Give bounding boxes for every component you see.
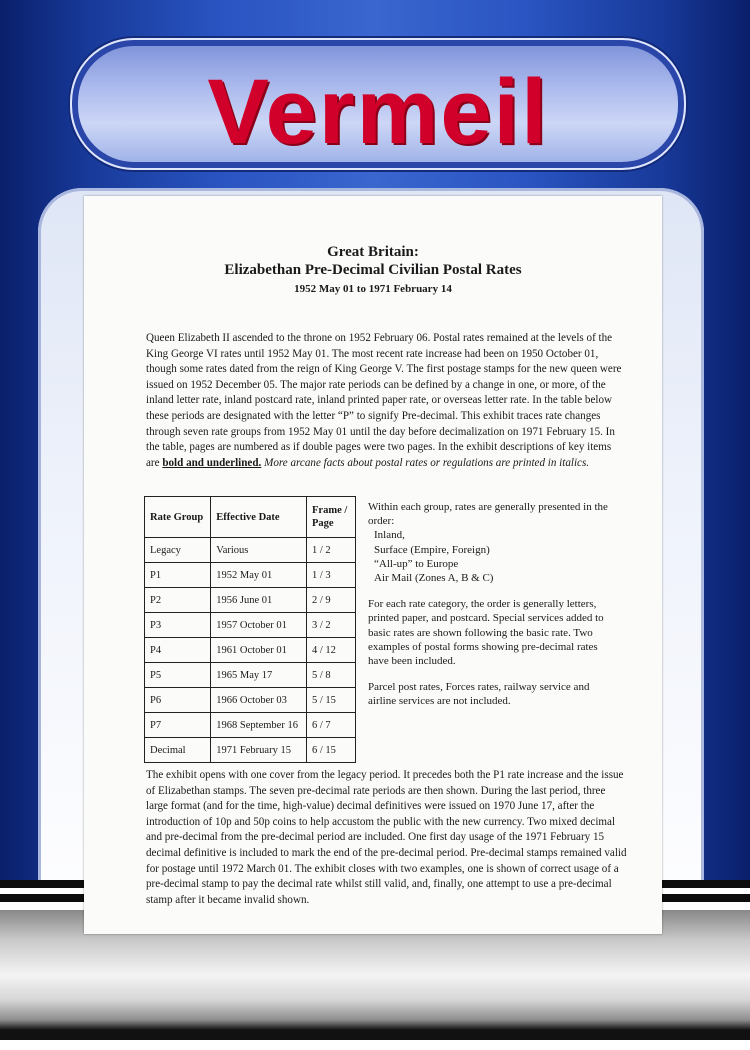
rate-group-cell: Decimal	[145, 738, 211, 763]
order-item: “All-up” to Europe	[374, 557, 459, 570]
frame-page-cell: 1 / 2	[307, 538, 356, 563]
rate-group-cell: P3	[145, 613, 211, 638]
table-header-row	[145, 497, 356, 538]
exhibit-page	[84, 196, 662, 934]
rate-group-cell: P2	[145, 588, 211, 613]
order-intro: Within each group, rates are generally presented in the order:	[368, 501, 608, 528]
frame-page-cell: 4 / 12	[307, 638, 356, 663]
rate-group-cell: P7	[145, 713, 211, 738]
table-row	[145, 738, 356, 763]
effective-date-cell: 1971 February 15	[211, 738, 307, 763]
frame-page-cell: 2 / 9	[307, 588, 356, 613]
rate-group-cell: P4	[145, 638, 211, 663]
effective-date-cell: 1965 May 17	[211, 663, 307, 688]
table-row	[145, 663, 356, 688]
rate-group-cell: P6	[145, 688, 211, 713]
effective-date-cell: 1957 October 01	[211, 613, 307, 638]
date-range: 1952 May 01 to 1971 February 14	[294, 283, 452, 295]
header-frame-page: Frame / Page	[307, 497, 356, 538]
table-row	[145, 613, 356, 638]
award-banner	[70, 38, 686, 170]
frame-page-cell: 5 / 15	[307, 688, 356, 713]
rate-group-cell: P1	[145, 563, 211, 588]
frame-page-cell: 6 / 15	[307, 738, 356, 763]
closing-paragraph: The exhibit opens with one cover from the legacy period. It precedes both the P1 rate increase and the issue of Elizabethan stamps. The seven pre-decimal rate periods are then shown. During the last period, three large format (and for the time, high-value) decimal definitives were issued on 1970 June 17, after the introduction of 10p and 50p coins to help accustom the public with the new currency. Two mixed decimal and pre-decimal from the pre-decimal period are included. One first day usage of the 1971 February 15 decimal definitive is included to mark the end of the pre-decimal period. Pre-decimal stamps remained valid for postage until 1972 March 01. The exhibit closes with two examples, one is shown of correct usage of a pre-decimal stamp to pay the decimal rate whilst still valid, and, finally, one attempt to use a pre-decimal stamp after it became invalid shown.	[146, 769, 627, 906]
effective-date-cell: 1952 May 01	[211, 563, 307, 588]
page-title: Great Britain:	[327, 244, 419, 260]
page-subtitle: Elizabethan Pre-Decimal Civilian Postal Rates	[224, 262, 522, 278]
table-row	[145, 588, 356, 613]
table-row	[145, 563, 356, 588]
header-effective-date: Effective Date	[211, 497, 307, 538]
effective-date-cell: 1966 October 03	[211, 688, 307, 713]
header-rate-group: Rate Group	[145, 497, 211, 538]
table-row	[145, 688, 356, 713]
effective-date-cell: 1961 October 01	[211, 638, 307, 663]
intro-text: Queen Elizabeth II ascended to the throne on 1952 February 06. Postal rates remained at the levels of the King George VI rates until 1952 May 01. The most recent rate increase had been on 1950 October 01, though some rates dated from the reign of King George V. The first postage stamps for the new queen were issued on 1952 December 05. The major rate periods can be defined by a change in one, or more, of the inland letter rate, inland postcard rate, inland printed paper rate, or overseas letter rate. In the table below these periods are designated with the letter “P” to signify Pre-decimal. This exhibit traces rate changes through seven rate groups from 1952 May 01 until the day before decimalization on 1971 February 15. In the table, pages are numbered as if double pages were two pages. In the exhibit descriptions of key items are	[146, 332, 622, 469]
order-item: Air Mail (Zones A, B & C)	[374, 572, 494, 585]
effective-date-cell: 1956 June 01	[211, 588, 307, 613]
rate-group-cell: P5	[145, 663, 211, 688]
category-paragraph: For each rate category, the order is generally letters, printed paper, and postcard. Special services added to basic rates are shown following the basic rate. Two examples of postal forms showing pre-decimal rates have been included.	[368, 598, 604, 668]
award-title: Vermeil	[207, 61, 549, 163]
frame-page-cell: 6 / 7	[307, 713, 356, 738]
rate-table	[144, 496, 356, 763]
table-row	[145, 638, 356, 663]
table-row	[145, 713, 356, 738]
intro-bold-text: bold and underlined.	[162, 456, 262, 469]
frame-page-cell: 3 / 2	[307, 613, 356, 638]
rate-group-cell: Legacy	[145, 538, 211, 563]
order-item: Inland,	[374, 529, 405, 542]
excluded-paragraph: Parcel post rates, Forces rates, railway service and airline services are not included.	[368, 681, 590, 708]
presentation-notes	[368, 500, 618, 709]
frame-page-cell: 1 / 3	[307, 563, 356, 588]
intro-italic-text: More arcane facts about postal rates or regulations are printed in italics.	[264, 456, 590, 469]
frame-page-cell: 5 / 8	[307, 663, 356, 688]
effective-date-cell: 1968 September 16	[211, 713, 307, 738]
effective-date-cell: Various	[211, 538, 307, 563]
intro-paragraph	[146, 331, 626, 471]
table-row	[145, 538, 356, 563]
order-item: Surface (Empire, Foreign)	[374, 543, 490, 556]
